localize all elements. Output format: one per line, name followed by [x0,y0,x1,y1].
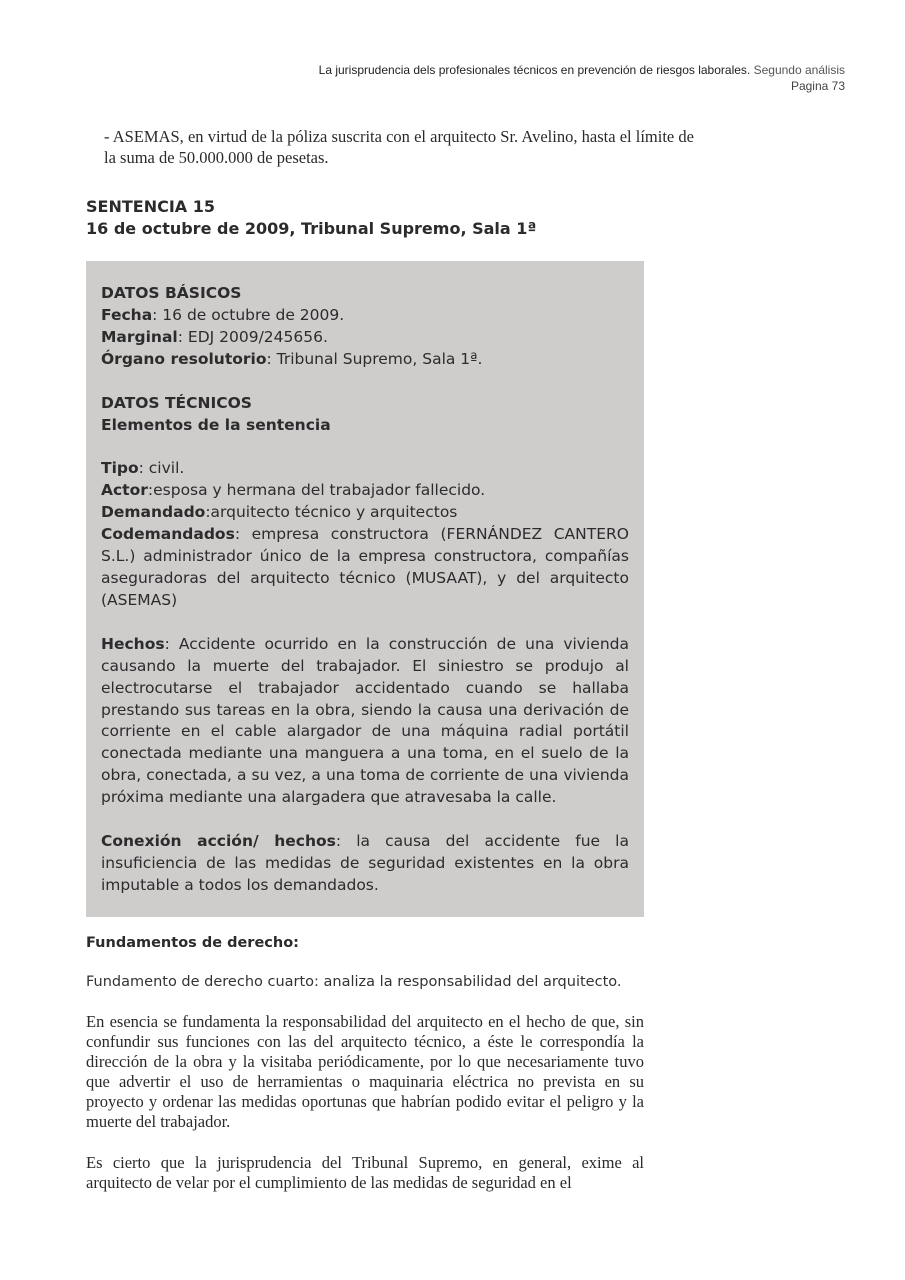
actor-value: :esposa y hermana del trabajador fallecido. [147,481,486,500]
demandado-row [101,502,629,524]
elementos-subheading: Elementos de la sentencia [101,415,331,434]
codemandados-value: : empresa constructora (FERNÁNDEZ CANTERO S.L.) administrador único de la empresa constructora, compañías aseguradoras del arquitecto técnico (MUSAAT), y del arquitecto (ASEMAS) [101,525,629,609]
fecha-row [101,305,629,327]
tipo-value: : civil. [138,459,185,478]
spacer [101,809,629,831]
marginal-row [101,327,629,349]
page-number: Pagina 73 [790,79,845,93]
conexion-value: : la causa del accidente fue la insuficiencia de las medidas de seguridad existentes en la obra imputable a todos los demandados. [101,832,629,894]
codemandados-label: Codemandados [101,525,235,544]
body-paragraph: En esencia se fundamenta la responsabilidad del arquitecto en el hecho de que, sin confundir sus funciones con las del arquitecto técnico, a éste le correspondía la dirección de la obra y la visitaba periódicamente, por lo que necesariamente tuvo que advertir el uso de herramientas o maquinaria eléctrica no prevista en su proyecto y ordenar las medidas oportunas que habrían podido evitar el peligro y la muerte del trabajador. [86,1012,644,1131]
datos-basicos-heading: DATOS BÁSICOS [101,284,242,302]
actor-row [101,480,629,502]
fundamentos-heading: Fundamentos de derecho: [86,935,299,951]
case-summary-box [86,261,644,917]
intro-paragraph: - ASEMAS, en virtud de la póliza suscrita con el arquitecto Sr. Avelino, hasta el límite de la suma de 50.000.000 de pesetas. [104,127,694,167]
actor-label: Actor [101,481,148,500]
running-header-title: La jurisprudencia dels profesionales técnicos en prevención de riesgos laborales. [318,63,751,77]
fecha-label: Fecha [101,305,153,324]
sentence-heading [86,196,686,240]
sentence-number: SENTENCIA 15 [86,197,215,216]
hechos-label: Hechos [101,634,165,653]
organo-label: Órgano resolutorio [101,349,267,368]
tipo-row [101,458,629,480]
hechos-value: : Accidente ocurrido en la construcción de una vivienda causando la muerte del trabajador. El siniestro se produjo al electrocutarse el trabajador accidentado cuando se hallaba prestando sus tareas en la obra, siendo la causa una derivación de corriente en el cable alargador de una máquina radial portátil conectada mediante una manguera a una toma, en el suelo de la obra, conectada, a su vez, a una toma de corriente de una vivienda próxima mediante una alargadera que atravesaba la calle. [101,634,629,807]
spacer [101,612,629,634]
marginal-label: Marginal [101,327,178,346]
marginal-value: : EDJ 2009/245656. [177,327,328,346]
organo-row [101,349,629,371]
sentence-date-court: 16 de octubre de 2009, Tribunal Supremo, Sala 1ª [86,219,537,238]
fundamento-cuarto-subheading: Fundamento de derecho cuarto: analiza la responsabilidad del arquitecto. [86,974,622,990]
conexion-label: Conexión acción/ hechos [101,832,336,851]
demandado-value: :arquitecto técnico y arquitectos [205,503,458,522]
datos-tecnicos-heading: DATOS TÉCNICOS [101,393,252,412]
conexion-row [101,831,629,897]
tipo-label: Tipo [101,459,139,478]
organo-value: : Tribunal Supremo, Sala 1ª. [266,349,483,368]
running-header-subtitle: Segundo análisis [753,63,845,77]
running-header [319,62,845,94]
demandado-label: Demandado [101,503,206,522]
spacer [101,436,629,458]
fecha-value: : 16 de octubre de 2009. [152,305,345,324]
hechos-row [101,634,629,809]
spacer [101,371,629,393]
body-paragraph: Es cierto que la jurisprudencia del Tribunal Supremo, en general, exime al arquitecto de velar por el cumplimiento de las medidas de seguridad en el [86,1153,644,1192]
codemandados-row [101,524,629,612]
